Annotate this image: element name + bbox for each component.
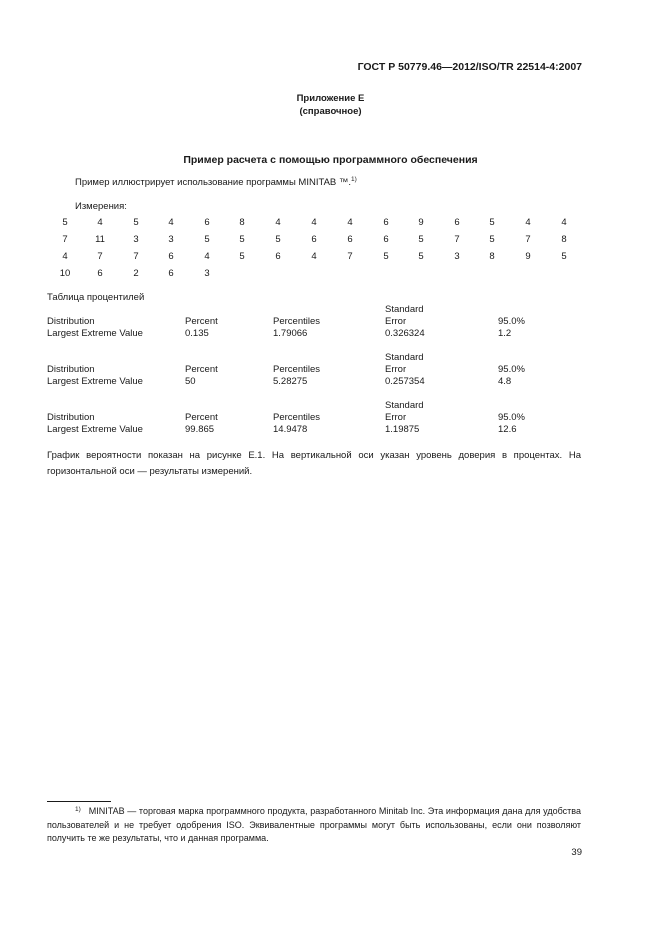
measurement-value: 5 — [561, 251, 567, 262]
table-value-cell: Largest Extreme Value — [47, 376, 143, 387]
table-header-cell: Percent — [185, 364, 218, 375]
table-header-cell: Error — [385, 364, 407, 375]
table-header-cell: Error — [385, 316, 407, 327]
measurement-value: 10 — [59, 268, 71, 279]
measurement-value: 8 — [239, 217, 245, 228]
measurement-value: 5 — [239, 251, 245, 262]
table-header-cell: 95.0% — [498, 412, 525, 423]
measurement-value: 5 — [133, 217, 139, 228]
measurement-value: 4 — [168, 217, 174, 228]
measurement-value: 5 — [62, 217, 68, 228]
measurement-value: 3 — [204, 268, 210, 279]
measurement-value: 7 — [347, 251, 353, 262]
measurement-value: 6 — [275, 251, 281, 262]
measurement-value: 6 — [347, 234, 353, 245]
table-value-cell: 50 — [185, 376, 196, 387]
table-header-standard: Standard — [385, 304, 424, 315]
table-header-cell: 95.0% — [498, 364, 525, 375]
graph-description-paragraph: График вероятности показан на рисунке Е.1. На вертикальной оси указан уровень доверия в процентах. На горизонтальной оси — результаты измерений. — [47, 450, 581, 477]
measurement-value: 6 — [97, 268, 103, 279]
table-header-cell: Percentiles — [273, 412, 320, 423]
measurement-value: 11 — [95, 234, 105, 245]
measurement-value: 7 — [97, 251, 103, 262]
measurement-value: 6 — [383, 234, 389, 245]
measurement-value: 4 — [97, 217, 103, 228]
intro-text: Пример иллюстрирует использование программы MINITAB ™. — [75, 177, 352, 188]
footnote-reference: 1) — [351, 176, 357, 183]
measurement-value: 4 — [311, 217, 317, 228]
footnote — [47, 803, 581, 846]
intro-line — [75, 176, 357, 188]
table-header-cell: 95.0% — [498, 316, 525, 327]
table-value-cell: 12.6 — [498, 424, 517, 435]
measurement-value: 6 — [454, 217, 460, 228]
measurement-value: 6 — [383, 217, 389, 228]
measurement-value: 9 — [418, 217, 424, 228]
measurement-value: 4 — [62, 251, 68, 262]
section-title: Пример расчета с помощью программного обеспечения — [183, 154, 478, 166]
footnote-marker: 1) — [75, 806, 81, 813]
footnote-separator — [47, 801, 111, 802]
measurement-value: 5 — [489, 234, 495, 245]
table-value-cell: 5.28275 — [273, 376, 308, 387]
measurement-value: 5 — [418, 234, 424, 245]
measurement-value: 3 — [133, 234, 139, 245]
table-header-standard: Standard — [385, 352, 424, 363]
measurement-value: 8 — [561, 234, 567, 245]
measurement-value: 5 — [418, 251, 424, 262]
table-header-standard: Standard — [385, 400, 424, 411]
table-value-cell: 0.326324 — [385, 328, 425, 339]
measurement-value: 7 — [133, 251, 139, 262]
appendix-title: Приложение Е — [296, 93, 365, 104]
measurement-value: 6 — [168, 251, 174, 262]
table-value-cell: Largest Extreme Value — [47, 328, 143, 339]
table-header-cell: Distribution — [47, 364, 95, 375]
table-value-cell: 1.19875 — [385, 424, 420, 435]
table-header-cell: Percent — [185, 316, 218, 327]
measurement-value: 7 — [62, 234, 68, 245]
table-value-cell: 4.8 — [498, 376, 512, 387]
measurement-value: 3 — [454, 251, 460, 262]
table-title: Таблица процентилей — [47, 292, 145, 303]
measurement-value: 4 — [525, 217, 531, 228]
table-value-cell: 1.79066 — [273, 328, 308, 339]
measurement-value: 4 — [311, 251, 317, 262]
table-value-cell: 0.135 — [185, 328, 209, 339]
table-value-cell: 0.257354 — [385, 376, 425, 387]
table-value-cell: 14.9478 — [273, 424, 308, 435]
measurement-value: 2 — [133, 268, 139, 279]
measurement-value: 7 — [525, 234, 531, 245]
measurement-value: 4 — [561, 217, 567, 228]
measurement-value: 9 — [525, 251, 531, 262]
table-header-cell: Percent — [185, 412, 218, 423]
measurement-value: 4 — [275, 217, 281, 228]
table-header-cell: Distribution — [47, 412, 95, 423]
page-number: 39 — [571, 847, 582, 858]
measurement-value: 7 — [454, 234, 460, 245]
table-header-cell: Error — [385, 412, 407, 423]
measurement-value: 5 — [239, 234, 245, 245]
table-header-cell: Distribution — [47, 316, 95, 327]
measurement-value: 4 — [347, 217, 353, 228]
measurement-value: 8 — [489, 251, 495, 262]
footnote-text: MINITAB — торговая марка программного продукта, разработанного Minitab Inc. Эта информация дана для удобства пользователей и не требует одобрения ISO. Эквивалентные программы могут быть использованы, если они позволяют получить те же результаты, что и данная программа. — [47, 806, 581, 843]
measurement-value: 4 — [204, 251, 210, 262]
appendix-subtitle: (справочное) — [299, 106, 362, 117]
measurement-value: 3 — [168, 234, 174, 245]
document-header: ГОСТ Р 50779.46—2012/ISO/TR 22514-4:2007 — [357, 61, 582, 73]
table-value-cell: Largest Extreme Value — [47, 424, 143, 435]
measurement-value: 6 — [311, 234, 317, 245]
table-header-cell: Percentiles — [273, 364, 320, 375]
measurement-value: 5 — [489, 217, 495, 228]
measurement-value: 5 — [275, 234, 281, 245]
table-value-cell: 99.865 — [185, 424, 215, 435]
measurements-label: Измерения: — [75, 201, 127, 212]
measurement-value: 5 — [383, 251, 389, 262]
table-header-cell: Percentiles — [273, 316, 320, 327]
table-value-cell: 1.2 — [498, 328, 512, 339]
measurement-value: 5 — [204, 234, 210, 245]
measurement-value: 6 — [204, 217, 210, 228]
measurement-value: 6 — [168, 268, 174, 279]
